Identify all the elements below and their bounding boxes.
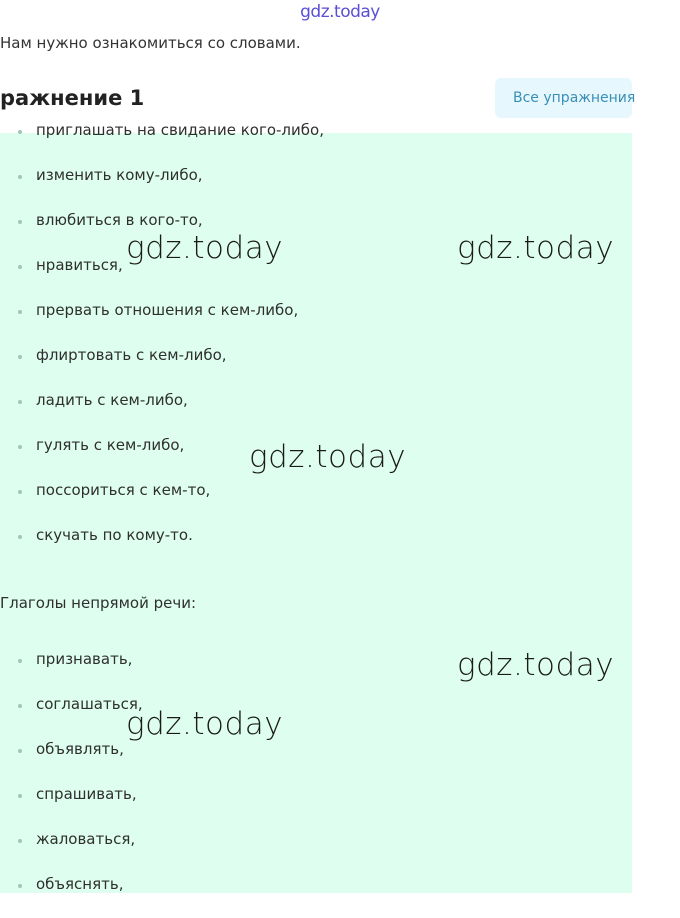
list-item [0,209,632,254]
list-item [0,299,632,344]
bullet-icon [18,355,22,359]
list-item [0,693,632,738]
list-item [0,389,632,434]
bullet-icon [18,175,22,179]
bullet-icon [18,535,22,539]
list-item [0,648,632,693]
list-item-text: ладить с кем-либо, [36,391,188,409]
list-item [0,119,632,164]
bullet-icon [18,220,22,224]
list-item-text: спрашивать, [36,785,137,803]
list-item [0,164,632,209]
all-exercises-button[interactable]: Все упражнения [495,78,632,118]
exercise-title: ражнение 1 [0,86,145,110]
list-item-text: приглашать на свидание кого-либо, [36,121,324,139]
watermark: gdz.today [457,230,615,266]
list-item [0,828,632,873]
word-list-2 [0,648,632,918]
solution-content [0,121,632,893]
word-list-1 [0,119,632,569]
list-item [0,524,632,569]
bullet-icon [18,400,22,404]
list-item-text: прервать отношения с кем-либо, [36,301,299,319]
top-watermark: gdz.today [300,2,380,22]
list-item [0,873,632,918]
list-item-text: влюбиться в кого-то, [36,211,203,229]
list-item [0,434,632,479]
bullet-icon [18,794,22,798]
bullet-icon [18,265,22,269]
watermark: gdz.today [457,647,615,683]
bullet-icon [18,659,22,663]
list-item-text: изменить кому-либо, [36,166,203,184]
list-item [0,479,632,524]
list-item [0,738,632,783]
intro-text: Нам нужно ознакомиться со словами. [0,34,301,52]
bullet-icon [18,130,22,134]
bullet-icon [18,490,22,494]
list-item [0,254,632,299]
watermark: gdz.today [126,230,284,266]
bullet-icon [18,310,22,314]
section-label: Глаголы непрямой речи: [0,594,196,612]
list-item [0,783,632,828]
list-item-text: скучать по кому-то. [36,526,193,544]
watermark: gdz.today [126,706,284,742]
list-item-text: объявлять, [36,740,124,758]
bullet-icon [18,445,22,449]
watermark: gdz.today [249,439,407,475]
list-item-text: поссориться с кем-то, [36,481,211,499]
bullet-icon [18,839,22,843]
list-item-text: объяснять, [36,875,124,893]
list-item-text: соглашаться, [36,695,143,713]
list-item-text: флиртовать с кем-либо, [36,346,227,364]
exercise-header [0,78,636,122]
bullet-icon [18,884,22,888]
bullet-icon [18,749,22,753]
list-item-text: жаловаться, [36,830,136,848]
list-item-text: нравиться, [36,256,123,274]
list-item-text: гулять с кем-либо, [36,436,185,454]
list-item [0,344,632,389]
bullet-icon [18,704,22,708]
list-item-text: признавать, [36,650,133,668]
